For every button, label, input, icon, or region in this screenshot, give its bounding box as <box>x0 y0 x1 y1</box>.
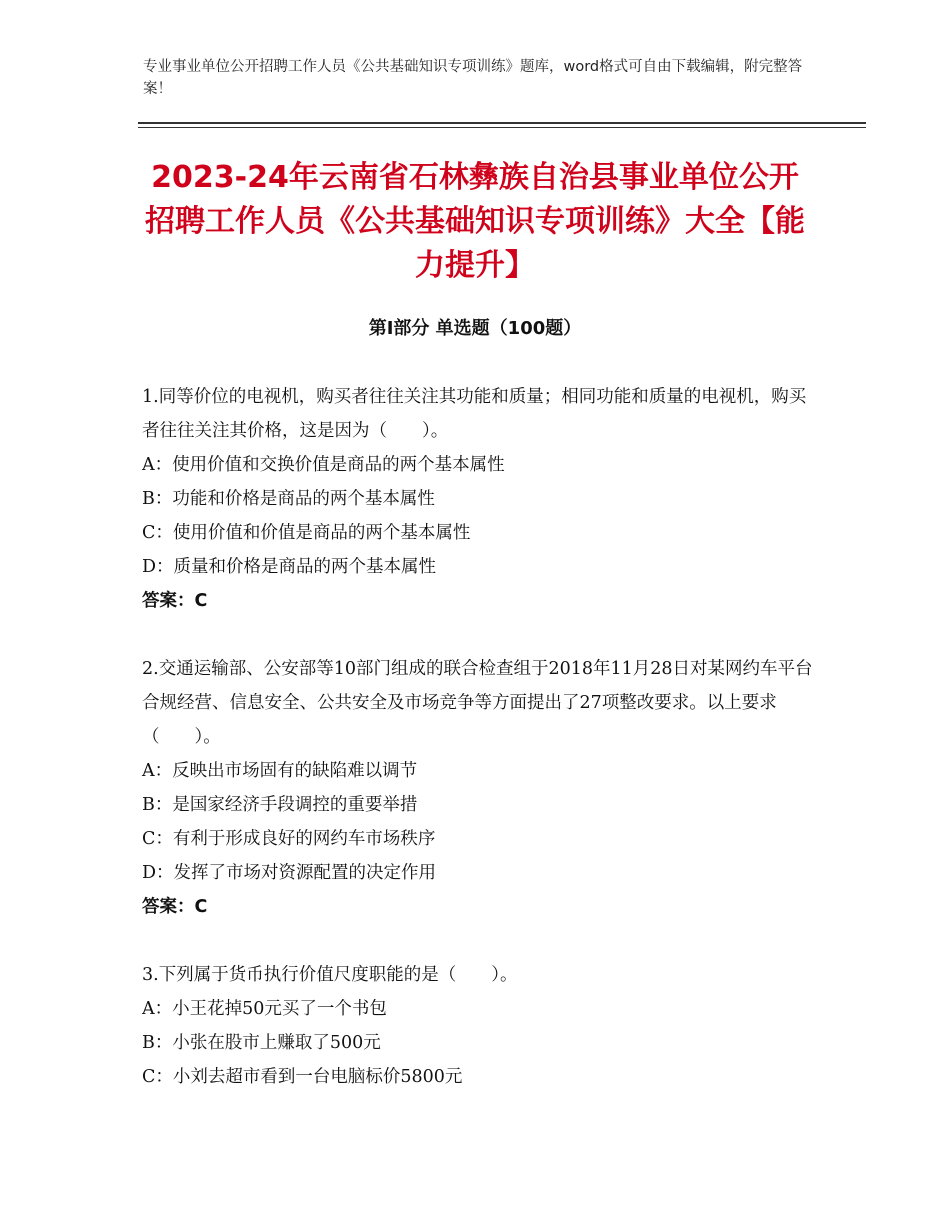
header-note: 专业事业单位公开招聘工作人员《公共基础知识专项训练》题库，word格式可自由下载编辑，附完整答案！ <box>143 59 803 97</box>
option-d: D：发挥了市场对资源配置的决定作用 <box>142 863 437 883</box>
answer: 答案：C <box>142 591 208 611</box>
option-c: C：小刘去超市看到一台电脑标价5800元 <box>142 1067 463 1087</box>
option-a: A：小王花掉50元买了一个书包 <box>142 999 387 1019</box>
header-divider-thick <box>138 122 866 124</box>
document-title: 2023-24年云南省石林彝族自治县事业单位公开招聘工作人员《公共基础知识专项训练》大全【能力提升】 <box>145 160 805 283</box>
answer: 答案：C <box>142 897 208 917</box>
header-divider-thin <box>138 127 866 128</box>
option-b: B：小张在股市上赚取了500元 <box>142 1033 381 1053</box>
question-3 <box>142 958 814 1094</box>
question-stem: 2.交通运输部、公安部等10部门组成的联合检查组于2018年11月28日对某网约车平台合规经营、信息安全、公共安全及市场竞争等方面提出了27项整改要求。以上要求（ ）。 <box>142 659 813 747</box>
question-1 <box>142 380 814 618</box>
option-b: B：功能和价格是商品的两个基本属性 <box>142 489 435 509</box>
section-title: 第Ⅰ部分 单选题（100题） <box>368 318 582 339</box>
option-a: A：使用价值和交换价值是商品的两个基本属性 <box>142 455 505 475</box>
option-c: C：有利于形成良好的网约车市场秩序 <box>142 829 436 849</box>
option-c: C：使用价值和价值是商品的两个基本属性 <box>142 523 471 543</box>
question-list <box>142 380 814 1128</box>
option-d: D：质量和价格是商品的两个基本属性 <box>142 557 437 577</box>
question-stem: 1.同等价位的电视机，购买者往往关注其功能和质量；相同功能和质量的电视机，购买者往往关注其价格，这是因为（ ）。 <box>142 387 807 441</box>
option-b: B：是国家经济手段调控的重要举措 <box>142 795 418 815</box>
option-a: A：反映出市场固有的缺陷难以调节 <box>142 761 418 781</box>
question-2 <box>142 652 814 924</box>
question-stem: 3.下列属于货币执行价值尺度职能的是（ ）。 <box>142 965 518 985</box>
